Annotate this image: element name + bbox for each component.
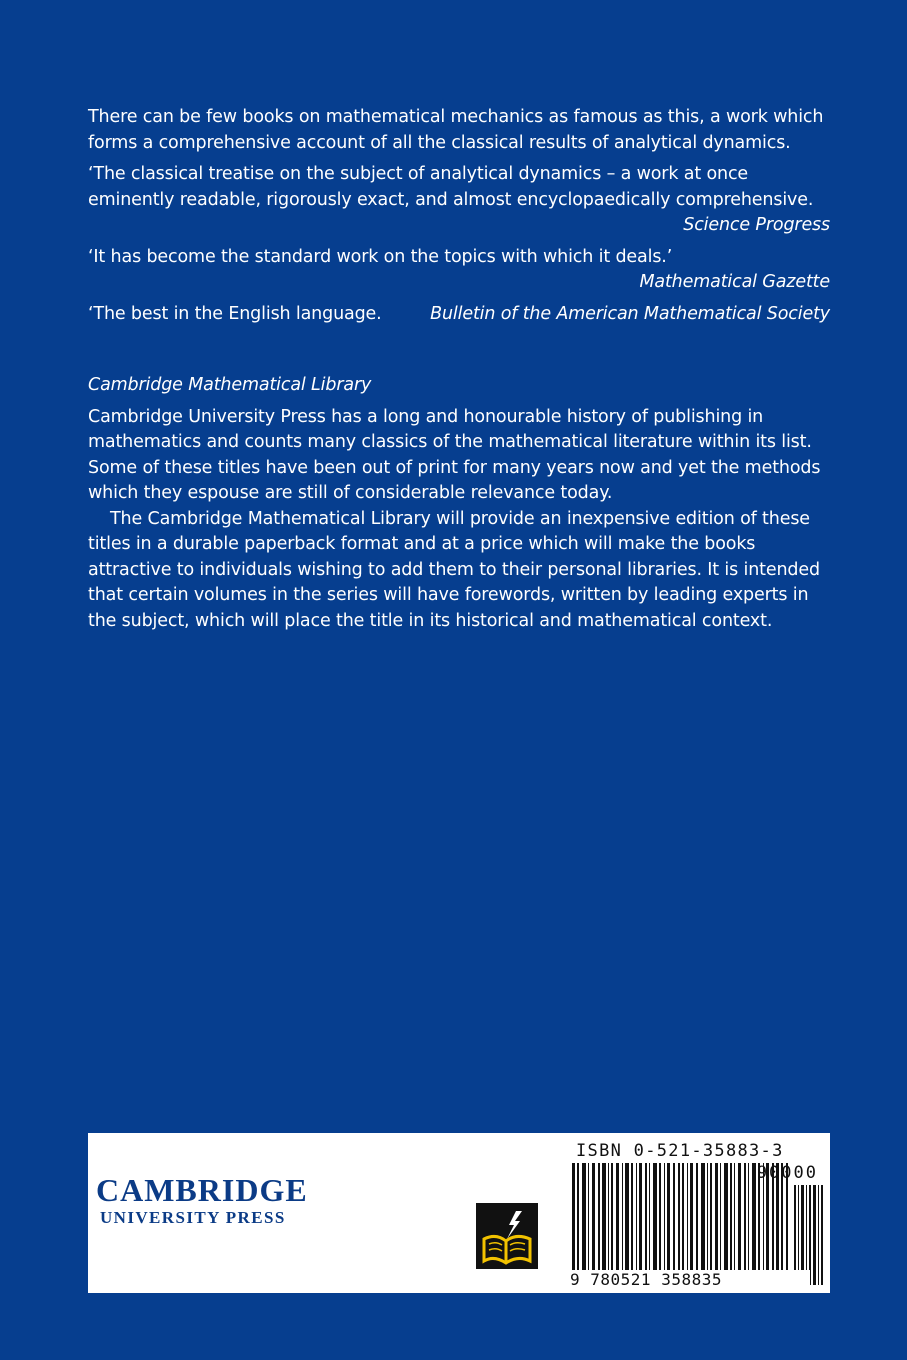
review-source-2: Mathematical Gazette [639,272,830,292]
series-title: Cambridge Mathematical Library [88,375,372,395]
book-lightning-icon [476,1203,538,1269]
barcode-addon: 90000 [756,1163,818,1183]
review-quote-3: ‘The best in the English language. [88,303,382,324]
review-3 [88,302,830,328]
publisher-logo [96,1173,308,1229]
publisher-name-line1: CAMBRIDGE [96,1172,308,1208]
isbn-label: ISBN 0-521-35883-3 [576,1141,784,1161]
review-source-3: Bulletin of the American Mathematical Society [430,303,830,324]
blurb-section [88,105,830,327]
series-paragraph-2: The Cambridge Mathematical Library will provide an inexpensive edition of these titles in a durable paperback format and at a price which will make the books attractive to individuals wishing to add them to their personal libraries. It is intended that certain volumes in the series will have forewords, written by leading experts in the subject, which will place the title in its historical and mathematical context. [88,508,820,631]
review-quote-2: ‘It has become the standard work on the topics with which it deals.’ [88,246,673,267]
book-description: There can be few books on mathematical mechanics as famous as this, a work which forms a comprehensive account of all the classical results of analytical dynamics. [88,107,824,153]
review-source-1: Science Progress [683,215,830,235]
review-quote-1: ‘The classical treatise on the subject of analytical dynamics – a work at once eminently readable, rigorously exact, and almost encyclopaedically comprehensive. [88,164,814,210]
series-section [88,373,830,634]
barcode [568,1133,830,1293]
publisher-panel [88,1133,830,1293]
publisher-name-line2: UNIVERSITY PRESS [100,1208,286,1227]
barcode-number: 9 780521 358835 [568,1270,810,1289]
series-paragraph-1: Cambridge University Press has a long and honourable history of publishing in mathematics and counts many classics of the mathematical literature within its list. Some of these titles have been out of print for many years now and yet the methods which they espouse are still of considerable relevance today. [88,406,821,503]
